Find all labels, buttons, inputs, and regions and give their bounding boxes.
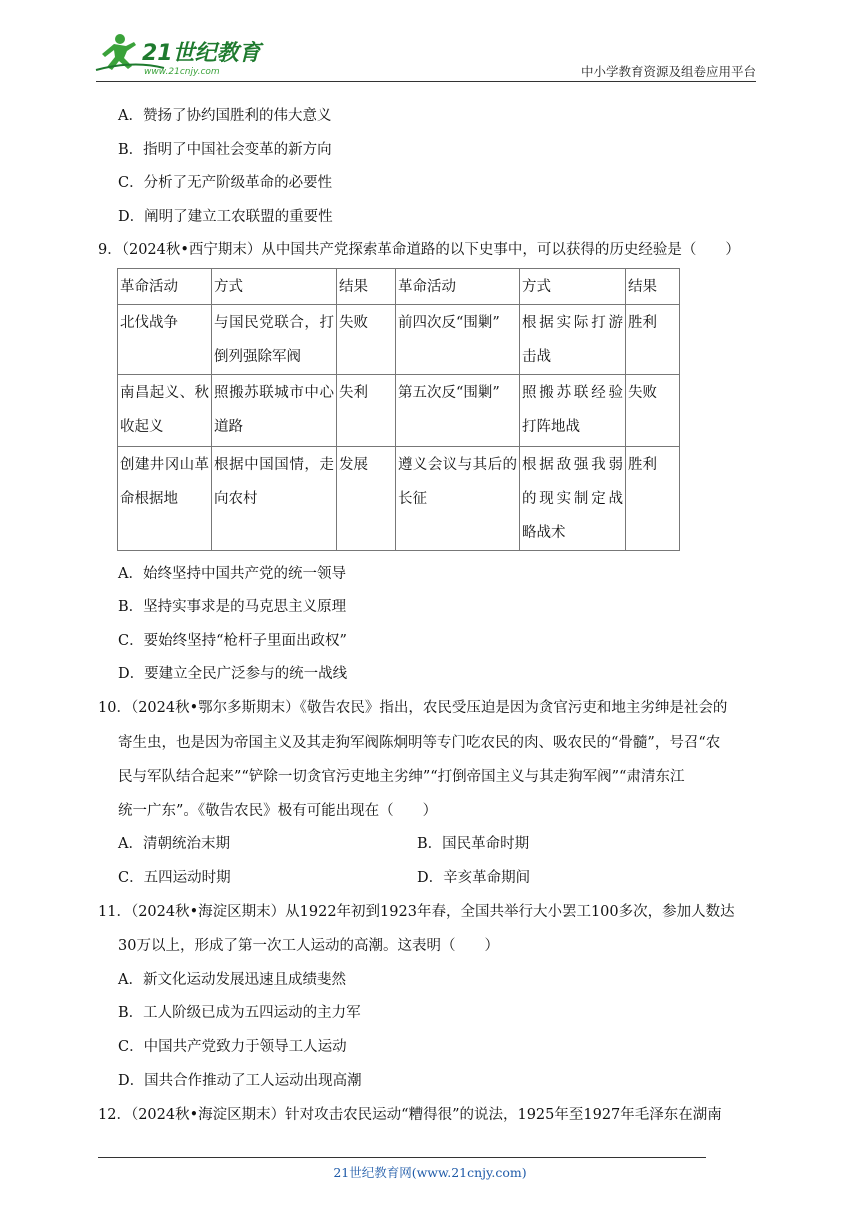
table-cell: 根据中国国情，走向农村 [212, 447, 337, 551]
header-platform-name: 中小学教育资源及组卷应用平台 [580, 64, 756, 79]
q8-option-a: A．赞扬了协约国胜利的伟大意义 [118, 108, 332, 124]
table-cell: 照搬苏联城市中心道路 [212, 375, 337, 447]
table-cell: 发展 [337, 447, 396, 551]
q11-stem-line-1: 11．（2024秋•海淀区期末）从1922年初到1923年春，全国共举行大小罢工100多次，参加人数达 [98, 904, 735, 920]
q11-stem-line-2: 30万以上，形成了第一次工人运动的高潮。这表明（ ） [118, 938, 499, 954]
table-header-cell: 方式 [212, 269, 337, 305]
q9-history-table [117, 268, 680, 551]
table-cell: 失败 [337, 305, 396, 375]
q10-option-d: D．辛亥革命期间 [417, 870, 531, 886]
q10-stem-line-3: 民与军队结合起来”“铲除一切贪官污吏地主劣绅”“打倒帝国主义与其走狗军阀”“肃清东江 [118, 769, 685, 785]
table-cell: 根据敌强我弱的现实制定战略战术 [520, 447, 626, 551]
table-cell: 南昌起义、秋收起义 [118, 375, 212, 447]
table-cell: 失败 [626, 375, 680, 447]
q12-stem-line-1: 12．（2024秋•海淀区期末）针对攻击农民运动“糟得很”的说法，1925年至1927年毛泽东在湖南 [98, 1107, 722, 1123]
q11-option-d: D．国共合作推动了工人运动出现高潮 [118, 1073, 362, 1089]
table-cell: 前四次反“围剿” [396, 305, 520, 375]
table-header-cell: 结果 [626, 269, 680, 305]
table-row [118, 375, 680, 447]
q8-option-c: C．分析了无产阶级革命的必要性 [118, 175, 333, 191]
table-header-row [118, 269, 680, 305]
table-cell: 北伐战争 [118, 305, 212, 375]
table-header-cell: 方式 [520, 269, 626, 305]
q8-option-d: D．阐明了建立工农联盟的重要性 [118, 209, 333, 225]
q9-option-c: C．要始终坚持“枪杆子里面出政权” [118, 633, 347, 649]
site-logo [94, 30, 264, 80]
q11-option-b: B．工人阶级已成为五四运动的主力军 [118, 1005, 361, 1021]
table-header-cell: 结果 [337, 269, 396, 305]
q10-stem-line-4: 统一广东”。《敬告农民》极有可能出现在（ ） [118, 803, 438, 819]
table-row [118, 305, 680, 375]
table-cell: 第五次反“围剿” [396, 375, 520, 447]
q10-stem-line-2: 寄生虫，也是因为帝国主义及其走狗军阀陈炯明等专门吃农民的肉、吸农民的“骨髓”，号召“农 [118, 735, 721, 751]
q9-stem: 9．（2024秋•西宁期末）从中国共产党探索革命道路的以下史事中，可以获得的历史经验是（ ） [98, 242, 740, 258]
table-row [118, 447, 680, 551]
q8-option-b: B．指明了中国社会变革的新方向 [118, 142, 332, 158]
footer-site-link[interactable]: 21世纪教育网(www.21cnjy.com) [333, 1165, 527, 1180]
q10-option-b: B．国民革命时期 [417, 836, 530, 852]
q11-option-c: C．中国共产党致力于领导工人运动 [118, 1039, 347, 1055]
q11-option-a: A．新文化运动发展迅速且成绩斐然 [118, 972, 346, 988]
header-divider [96, 81, 756, 82]
table-cell: 根据实际打游击战 [520, 305, 626, 375]
q10-option-a: A．清朝统治末期 [118, 836, 230, 852]
footer-divider [98, 1157, 706, 1158]
q9-option-b: B．坚持实事求是的马克思主义原理 [118, 599, 347, 615]
logo-text: 21世纪教育 [142, 41, 261, 66]
q9-option-d: D．要建立全民广泛参与的统一战线 [118, 666, 348, 682]
table-header-cell: 革命活动 [118, 269, 212, 305]
table-cell: 遵义会议与其后的长征 [396, 447, 520, 551]
q10-option-c: C．五四运动时期 [118, 870, 231, 886]
table-cell: 与国民党联合，打倒列强除军阀 [212, 305, 337, 375]
table-cell: 创建井冈山革命根据地 [118, 447, 212, 551]
table-header-cell: 革命活动 [396, 269, 520, 305]
logo-url: www.21cnjy.com [144, 67, 220, 77]
table-cell: 胜利 [626, 447, 680, 551]
table-cell: 胜利 [626, 305, 680, 375]
q9-option-a: A．始终坚持中国共产党的统一领导 [118, 566, 346, 582]
table-cell: 照搬苏联经验打阵地战 [520, 375, 626, 447]
q10-stem-line-1: 10．（2024秋•鄂尔多斯期末）《敬告农民》指出，农民受压迫是因为贪官污吏和地主劣绅是社会的 [98, 700, 728, 716]
table-cell: 失利 [337, 375, 396, 447]
